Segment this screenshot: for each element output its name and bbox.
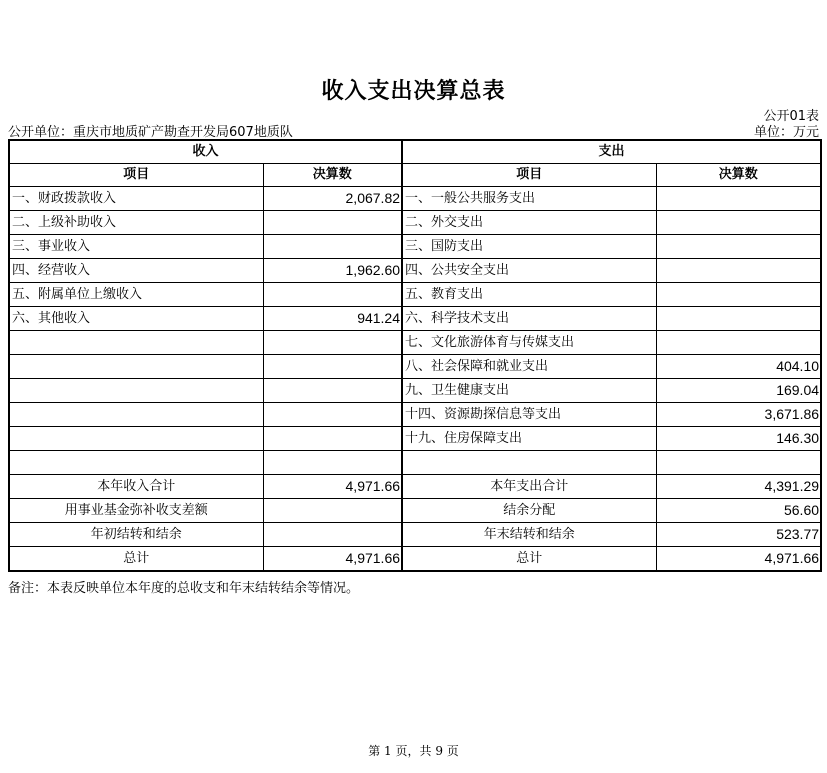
- income-item: 二、上级补助收入: [9, 211, 263, 235]
- expense-summary-amount: 4,391.29: [656, 475, 821, 499]
- income-total-label: 总计: [9, 547, 263, 572]
- expense-item: 六、科学技术支出: [402, 307, 656, 331]
- expense-section-header: 支出: [402, 140, 821, 164]
- income-item: [9, 379, 263, 403]
- expense-summary-label: 年末结转和结余: [402, 523, 656, 547]
- grand-total-row: [9, 547, 821, 572]
- summary-row: [9, 499, 821, 523]
- expense-item: 十九、住房保障支出: [402, 427, 656, 451]
- expense-item: 七、文化旅游体育与传媒支出: [402, 331, 656, 355]
- expense-summary-amount: 56.60: [656, 499, 821, 523]
- form-number: 公开01表: [763, 109, 819, 124]
- expense-amount: 169.04: [656, 379, 821, 403]
- expense-summary-amount: 523.77: [656, 523, 821, 547]
- income-item: 五、附属单位上缴收入: [9, 283, 263, 307]
- expense-item: 四、公共安全支出: [402, 259, 656, 283]
- table-row: [9, 403, 821, 427]
- income-amount: 2,067.82: [263, 187, 402, 211]
- income-summary-label: 本年收入合计: [9, 475, 263, 499]
- report-title: 收入支出决算总表: [321, 78, 506, 104]
- table-row: [9, 187, 821, 211]
- expense-amount: [656, 235, 821, 259]
- expense-item: 九、卫生健康支出: [402, 379, 656, 403]
- expense-total-amount: 4,971.66: [656, 547, 821, 572]
- section-header-row: [9, 140, 821, 164]
- income-item: [9, 355, 263, 379]
- expense-amount: [656, 283, 821, 307]
- table-row: [9, 451, 821, 475]
- expense-item: 一、一般公共服务支出: [402, 187, 656, 211]
- unit-line: [8, 121, 819, 140]
- table-row: [9, 331, 821, 355]
- table-row: [9, 259, 821, 283]
- expense-item: 八、社会保障和就业支出: [402, 355, 656, 379]
- expense-total-label: 总计: [402, 547, 656, 572]
- expense-amount: [656, 331, 821, 355]
- table-row: [9, 235, 821, 259]
- expense-item: 五、教育支出: [402, 283, 656, 307]
- footnote: 备注：本表反映单位本年度的总收支和年末结转结余等情况。: [8, 581, 360, 596]
- income-total-amount: 4,971.66: [263, 547, 402, 572]
- expense-summary-label: 结余分配: [402, 499, 656, 523]
- expense-item: [402, 451, 656, 475]
- income-item: [9, 403, 263, 427]
- income-summary-amount: 4,971.66: [263, 475, 402, 499]
- table-row: [9, 307, 821, 331]
- summary-row: [9, 523, 821, 547]
- income-amount: [263, 355, 402, 379]
- expense-amount: 404.10: [656, 355, 821, 379]
- income-item: [9, 451, 263, 475]
- income-amount: [263, 331, 402, 355]
- expense-amount: [656, 259, 821, 283]
- page-number: 第 1 页，共 9 页: [368, 744, 459, 758]
- income-amount-header: 决算数: [263, 164, 402, 187]
- expense-summary-label: 本年支出合计: [402, 475, 656, 499]
- income-summary-label: 年初结转和结余: [9, 523, 263, 547]
- income-summary-label: 用事业基金弥补收支差额: [9, 499, 263, 523]
- income-amount: [263, 451, 402, 475]
- income-amount: 941.24: [263, 307, 402, 331]
- income-summary-amount: [263, 499, 402, 523]
- income-item: 三、事业收入: [9, 235, 263, 259]
- expense-amount: 146.30: [656, 427, 821, 451]
- expense-amount-header: 决算数: [656, 164, 821, 187]
- table-row: [9, 283, 821, 307]
- income-item: [9, 427, 263, 451]
- table-row: [9, 427, 821, 451]
- summary-row: [9, 475, 821, 499]
- income-item: 六、其他收入: [9, 307, 263, 331]
- expense-item: 二、外交支出: [402, 211, 656, 235]
- income-amount: [263, 427, 402, 451]
- expense-amount: [656, 187, 821, 211]
- table-row: [9, 355, 821, 379]
- table-row: [9, 211, 821, 235]
- income-item: 一、财政拨款收入: [9, 187, 263, 211]
- expense-item: 三、国防支出: [402, 235, 656, 259]
- expense-amount: [656, 211, 821, 235]
- income-section-header: 收入: [9, 140, 402, 164]
- income-expense-table: [8, 139, 822, 572]
- expense-amount: 3,671.86: [656, 403, 821, 427]
- expense-amount: [656, 307, 821, 331]
- income-amount: [263, 379, 402, 403]
- income-item: [9, 331, 263, 355]
- income-amount: [263, 283, 402, 307]
- income-item: 四、经营收入: [9, 259, 263, 283]
- income-item-header: 项目: [9, 164, 263, 187]
- expense-item: 十四、资源勘探信息等支出: [402, 403, 656, 427]
- income-amount: 1,962.60: [263, 259, 402, 283]
- reporting-organization: 公开单位：重庆市地质矿产勘查开发局607地质队: [8, 125, 293, 140]
- income-summary-amount: [263, 523, 402, 547]
- expense-item-header: 项目: [402, 164, 656, 187]
- income-amount: [263, 211, 402, 235]
- income-amount: [263, 235, 402, 259]
- currency-unit: 单位：万元: [753, 125, 819, 140]
- expense-amount: [656, 451, 821, 475]
- column-header-row: [9, 164, 821, 187]
- table-row: [9, 379, 821, 403]
- income-amount: [263, 403, 402, 427]
